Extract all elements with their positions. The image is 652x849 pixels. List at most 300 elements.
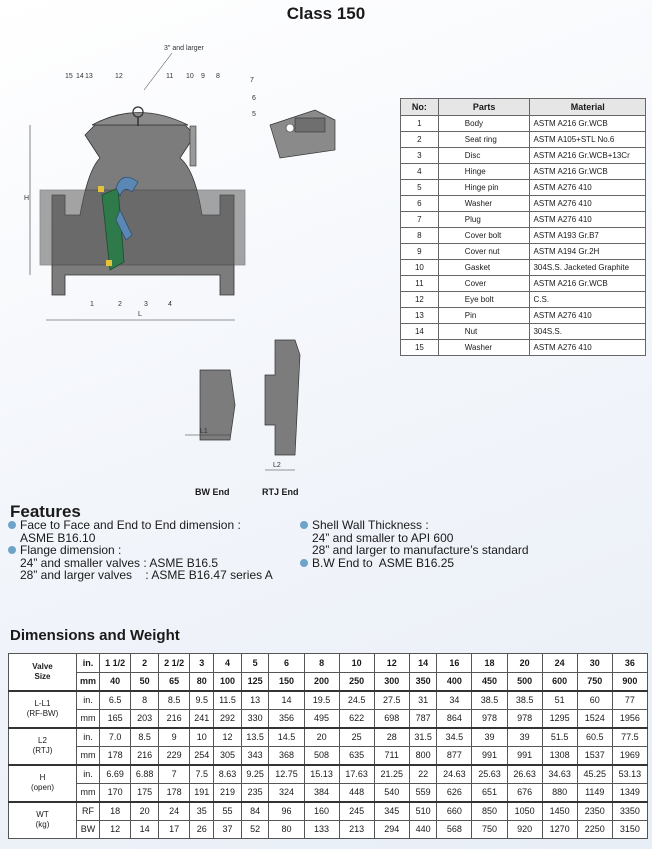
valve-section-drawing [20, 30, 270, 330]
dimension-value: 635 [339, 746, 374, 765]
part-material: ASTM A276 410 [530, 196, 646, 212]
parts-row [401, 340, 646, 356]
part-name: Disc [438, 148, 530, 164]
dimension-value: 510 [409, 802, 437, 821]
dimension-value: 12.75 [269, 765, 304, 784]
dimension-value: 24.5 [339, 691, 374, 710]
part-name: Washer [438, 196, 530, 212]
part-name: Cover nut [438, 244, 530, 260]
size-mm: 750 [577, 672, 612, 691]
dimension-value: 540 [374, 783, 409, 802]
features-heading: Features [10, 502, 81, 521]
part-number: 8 [401, 228, 439, 244]
part-number: 13 [401, 308, 439, 324]
dimension-value: 39 [507, 728, 542, 747]
size-inch: 3 [190, 654, 214, 673]
dimension-value: 216 [158, 709, 189, 728]
bullet-icon [300, 559, 308, 567]
dimension-row [9, 691, 648, 710]
dimension-value: 9 [158, 728, 189, 747]
dimension-value: 203 [131, 709, 159, 728]
size-inch: 2 [131, 654, 159, 673]
size-mm: 900 [612, 672, 647, 691]
part-material: ASTM A216 Gr.WCB [530, 164, 646, 180]
size-mm: 500 [507, 672, 542, 691]
unit-label: mm [77, 709, 100, 728]
features-right [300, 519, 600, 569]
dimension-value: 35 [190, 802, 214, 821]
callout-number: 2 [118, 301, 122, 308]
dimension-value: 17 [158, 820, 189, 839]
dimension-row [9, 802, 648, 821]
dimension-value: 676 [507, 783, 542, 802]
dimension-value: 241 [190, 709, 214, 728]
part-number: 9 [401, 244, 439, 260]
parts-header-no: No: [401, 99, 439, 116]
dimension-value: 864 [437, 709, 472, 728]
part-number: 2 [401, 132, 439, 148]
dimension-value: 508 [304, 746, 339, 765]
part-material: ASTM A276 410 [530, 308, 646, 324]
dimension-value: 330 [241, 709, 269, 728]
dimension-value: 235 [241, 783, 269, 802]
dimension-value: 800 [409, 746, 437, 765]
dimension-value: 6.69 [100, 765, 131, 784]
dimension-value: 229 [158, 746, 189, 765]
dimension-value: 22 [409, 765, 437, 784]
dimension-value: 28 [374, 728, 409, 747]
part-material: ASTM A193 Gr.B7 [530, 228, 646, 244]
dimension-value: 978 [507, 709, 542, 728]
dimension-value: 9.25 [241, 765, 269, 784]
part-name: Nut [438, 324, 530, 340]
size-inch: 16 [437, 654, 472, 673]
dimension-value: 9.5 [190, 691, 214, 710]
callout-number: 8 [216, 73, 220, 80]
part-material: ASTM A216 Gr.WCB [530, 116, 646, 132]
unit-label: in. [77, 654, 100, 673]
dimension-row [9, 820, 648, 839]
dimension-value: 27.5 [374, 691, 409, 710]
dimension-value: 14 [269, 691, 304, 710]
dimension-value: 978 [472, 709, 507, 728]
feature-item [8, 544, 298, 582]
callout-number: 1 [90, 301, 94, 308]
part-material: ASTM A194 Gr.2H [530, 244, 646, 260]
part-name: Seat ring [438, 132, 530, 148]
dimension-row [9, 783, 648, 802]
part-name: Hinge [438, 164, 530, 180]
parts-row [401, 116, 646, 132]
size-inch: 30 [577, 654, 612, 673]
dimension-value: 368 [269, 746, 304, 765]
callouts-detail [250, 77, 256, 118]
dimension-value: 53.13 [612, 765, 647, 784]
callout-number: 3 [144, 301, 148, 308]
dimension-value: 37 [214, 820, 242, 839]
part-material: 304S.S. [530, 324, 646, 340]
callout-number: 7 [250, 77, 254, 84]
dimension-value: 24 [158, 802, 189, 821]
callouts-top [65, 73, 220, 80]
dimension-value: 1956 [612, 709, 647, 728]
dimension-value: 7 [158, 765, 189, 784]
part-name: Gasket [438, 260, 530, 276]
size-mm: 300 [374, 672, 409, 691]
dimension-value: 343 [241, 746, 269, 765]
parts-row [401, 292, 646, 308]
feature-text: 24” and smaller valves : ASME B16.5 [20, 555, 219, 570]
dimension-value: 77 [612, 691, 647, 710]
bullet-icon [8, 521, 16, 529]
dimension-value: 6.5 [100, 691, 131, 710]
dimension-row [9, 765, 648, 784]
size-inch: 18 [472, 654, 507, 673]
dimension-value: 191 [190, 783, 214, 802]
dimension-value: 1969 [612, 746, 647, 765]
dimension-value: 12 [100, 820, 131, 839]
feature-item [8, 519, 298, 544]
dimension-value: 60.5 [577, 728, 612, 747]
dimension-value: 25 [339, 728, 374, 747]
part-name: Cover [438, 276, 530, 292]
feature-item [300, 519, 600, 557]
callout-number: 13 [85, 73, 93, 80]
size-mm: 40 [100, 672, 131, 691]
part-name: Pin [438, 308, 530, 324]
dimension-value: 170 [100, 783, 131, 802]
unit-label: mm [77, 672, 100, 691]
part-material: ASTM A216 Gr.WCB [530, 276, 646, 292]
dim-l-label: L [138, 311, 142, 318]
dimension-value: 880 [542, 783, 577, 802]
dimension-value: 24.63 [437, 765, 472, 784]
feature-text: Flange dimension : [20, 543, 122, 557]
parts-table [400, 98, 646, 356]
dimension-value: 34.5 [437, 728, 472, 747]
size-mm: 250 [339, 672, 374, 691]
feature-text: 28” and larger valves : ASME B16.47 series A [20, 568, 273, 582]
size-mm: 200 [304, 672, 339, 691]
dimension-value: 178 [100, 746, 131, 765]
page-title: Class 150 [286, 4, 366, 23]
features-left [8, 519, 298, 582]
dimension-value: 77.5 [612, 728, 647, 747]
feature-text: Shell Wall Thickness : [312, 518, 429, 532]
dimension-value: 15.13 [304, 765, 339, 784]
dimension-value: 8.5 [158, 691, 189, 710]
part-number: 14 [401, 324, 439, 340]
parts-row [401, 276, 646, 292]
dimension-value: 245 [339, 802, 374, 821]
dimension-value: 55 [214, 802, 242, 821]
dimension-value: 45.25 [577, 765, 612, 784]
dimension-value: 96 [269, 802, 304, 821]
dimension-label: WT (kg) [9, 802, 77, 839]
size-mm: 50 [131, 672, 159, 691]
dimension-value: 175 [131, 783, 159, 802]
part-material: ASTM A276 410 [530, 180, 646, 196]
feature-text: 28” and larger to manufacture’s standard [312, 543, 529, 557]
size-mm-row [9, 672, 648, 691]
size-mm: 600 [542, 672, 577, 691]
dimension-value: 10 [190, 728, 214, 747]
part-number: 5 [401, 180, 439, 196]
part-number: 3 [401, 148, 439, 164]
dimension-value: 26 [190, 820, 214, 839]
dimension-value: 356 [269, 709, 304, 728]
parts-row [401, 196, 646, 212]
dimension-value: 18 [100, 802, 131, 821]
dimension-value: 1050 [507, 802, 542, 821]
dimensions-table [8, 653, 648, 839]
rtj-end-drawing [255, 335, 310, 480]
unit-label: in. [77, 691, 100, 710]
part-number: 1 [401, 116, 439, 132]
dimension-value: 51.5 [542, 728, 577, 747]
dimension-value: 1270 [542, 820, 577, 839]
dimension-value: 160 [304, 802, 339, 821]
part-name: Cover bolt [438, 228, 530, 244]
dimension-value: 651 [472, 783, 507, 802]
parts-row [401, 228, 646, 244]
dimension-value: 80 [269, 820, 304, 839]
dimension-value: 324 [269, 783, 304, 802]
dimension-value: 133 [304, 820, 339, 839]
dimension-value: 1308 [542, 746, 577, 765]
dimension-value: 254 [190, 746, 214, 765]
size-inch: 6 [269, 654, 304, 673]
parts-row [401, 148, 646, 164]
dimension-value: 626 [437, 783, 472, 802]
parts-header-material: Material [530, 99, 646, 116]
size-inch: 5 [241, 654, 269, 673]
part-material: ASTM A276 410 [530, 212, 646, 228]
dimension-value: 559 [409, 783, 437, 802]
callout-number: 10 [186, 73, 194, 80]
parts-row [401, 244, 646, 260]
dimension-value: 991 [507, 746, 542, 765]
size-mm: 125 [241, 672, 269, 691]
dimension-value: 3150 [612, 820, 647, 839]
size-mm: 100 [214, 672, 242, 691]
part-number: 7 [401, 212, 439, 228]
size-inch: 1 1/2 [100, 654, 131, 673]
dimension-row [9, 709, 648, 728]
size-inch: 8 [304, 654, 339, 673]
dimension-value: 991 [472, 746, 507, 765]
dimension-value: 1295 [542, 709, 577, 728]
dimension-value: 38.5 [507, 691, 542, 710]
callout-number: 4 [168, 301, 172, 308]
dimension-value: 698 [374, 709, 409, 728]
dimension-value: 2250 [577, 820, 612, 839]
part-number: 6 [401, 196, 439, 212]
size-mm: 400 [437, 672, 472, 691]
dimension-value: 34.63 [542, 765, 577, 784]
dimension-value: 219 [214, 783, 242, 802]
dimension-value: 1450 [542, 802, 577, 821]
unit-label: BW [77, 820, 100, 839]
feature-text: B.W End to ASME B16.25 [312, 555, 455, 570]
dimension-value: 568 [437, 820, 472, 839]
dimension-value: 750 [472, 820, 507, 839]
dimension-value: 711 [374, 746, 409, 765]
dimension-value: 14.5 [269, 728, 304, 747]
dimension-value: 787 [409, 709, 437, 728]
parts-header-parts: Parts [438, 99, 530, 116]
dimension-value: 660 [437, 802, 472, 821]
dimension-value: 216 [131, 746, 159, 765]
size-mm: 450 [472, 672, 507, 691]
dimension-value: 19.5 [304, 691, 339, 710]
part-number: 10 [401, 260, 439, 276]
dim-l1-label: L1 [200, 428, 208, 435]
dimension-value: 25.63 [472, 765, 507, 784]
dimension-value: 384 [304, 783, 339, 802]
dimension-value: 448 [339, 783, 374, 802]
dimension-value: 440 [409, 820, 437, 839]
dimension-value: 178 [158, 783, 189, 802]
dimension-value: 34 [437, 691, 472, 710]
feature-text: Face to Face and End to End dimension : [20, 518, 241, 532]
dimension-label: L2 (RTJ) [9, 728, 77, 765]
dimension-value: 12 [214, 728, 242, 747]
rtj-end-label: RTJ End [262, 487, 299, 497]
part-number: 4 [401, 164, 439, 180]
size-inch: 12 [374, 654, 409, 673]
callout-number: 9 [201, 73, 205, 80]
dimension-label: L-L1 (RF-BW) [9, 691, 77, 728]
size-label: Valve Size [9, 654, 77, 691]
dimension-value: 2350 [577, 802, 612, 821]
dimension-value: 26.63 [507, 765, 542, 784]
part-material: C.S. [530, 292, 646, 308]
dimension-value: 1537 [577, 746, 612, 765]
part-name: Body [438, 116, 530, 132]
size-mm: 65 [158, 672, 189, 691]
dimension-value: 294 [374, 820, 409, 839]
dimension-value: 11.5 [214, 691, 242, 710]
dimension-value: 3350 [612, 802, 647, 821]
dimension-value: 7.5 [190, 765, 214, 784]
callouts-bottom [90, 301, 172, 308]
size-mm: 350 [409, 672, 437, 691]
dimension-row [9, 746, 648, 765]
unit-label: in. [77, 728, 100, 747]
unit-label: mm [77, 746, 100, 765]
size-inch: 36 [612, 654, 647, 673]
drawing-note: 3" and larger [164, 45, 204, 52]
bullet-icon [300, 521, 308, 529]
dimension-value: 877 [437, 746, 472, 765]
callout-number: 15 [65, 73, 73, 80]
size-inch: 24 [542, 654, 577, 673]
part-number: 12 [401, 292, 439, 308]
dimension-value: 8.5 [131, 728, 159, 747]
unit-label: in. [77, 765, 100, 784]
parts-row [401, 164, 646, 180]
dimension-value: 6.88 [131, 765, 159, 784]
dimension-value: 345 [374, 802, 409, 821]
dimension-value: 8 [131, 691, 159, 710]
bullet-icon [8, 546, 16, 554]
parts-row [401, 308, 646, 324]
callout-number: 12 [115, 73, 123, 80]
dimension-value: 8.63 [214, 765, 242, 784]
dimension-value: 20 [304, 728, 339, 747]
bw-end-label: BW End [195, 487, 230, 497]
unit-label: RF [77, 802, 100, 821]
dimension-value: 13.5 [241, 728, 269, 747]
part-material: ASTM A276 410 [530, 340, 646, 356]
part-name: Eye bolt [438, 292, 530, 308]
size-inch: 14 [409, 654, 437, 673]
dimension-value: 1149 [577, 783, 612, 802]
parts-row [401, 132, 646, 148]
size-inch: 10 [339, 654, 374, 673]
dimension-row [9, 728, 648, 747]
dimension-value: 39 [472, 728, 507, 747]
dimension-value: 165 [100, 709, 131, 728]
part-name: Washer [438, 340, 530, 356]
bw-end-drawing [180, 365, 255, 465]
part-name: Hinge pin [438, 180, 530, 196]
size-inch: 20 [507, 654, 542, 673]
dimension-value: 495 [304, 709, 339, 728]
callout-number: 6 [252, 95, 256, 102]
parts-row [401, 324, 646, 340]
dimension-value: 7.0 [100, 728, 131, 747]
dimensions-heading: Dimensions and Weight [10, 627, 180, 644]
unit-label: mm [77, 783, 100, 802]
part-material: ASTM A216 Gr.WCB+13Cr [530, 148, 646, 164]
dimension-value: 305 [214, 746, 242, 765]
dim-l2-label: L2 [273, 462, 281, 469]
parts-row [401, 260, 646, 276]
callout-number: 11 [166, 73, 174, 80]
hinge-pin-detail-drawing [240, 70, 350, 170]
callout-number: 14 [76, 73, 84, 80]
dimension-value: 622 [339, 709, 374, 728]
size-mm: 150 [269, 672, 304, 691]
dimension-value: 21.25 [374, 765, 409, 784]
dimension-value: 213 [339, 820, 374, 839]
parts-row [401, 212, 646, 228]
dimension-value: 60 [577, 691, 612, 710]
size-inch-row [9, 654, 648, 673]
dimension-value: 20 [131, 802, 159, 821]
dimension-value: 31.5 [409, 728, 437, 747]
size-inch: 2 1/2 [158, 654, 189, 673]
feature-item [300, 557, 600, 570]
part-material: ASTM A105+STL No.6 [530, 132, 646, 148]
dimension-value: 51 [542, 691, 577, 710]
dimension-value: 17.63 [339, 765, 374, 784]
dimension-value: 1349 [612, 783, 647, 802]
dimension-value: 52 [241, 820, 269, 839]
part-name: Plug [438, 212, 530, 228]
part-number: 15 [401, 340, 439, 356]
parts-row [401, 180, 646, 196]
dimension-value: 31 [409, 691, 437, 710]
dimension-value: 84 [241, 802, 269, 821]
dimension-value: 292 [214, 709, 242, 728]
dimension-label: H (open) [9, 765, 77, 802]
feature-text: ASME B16.10 [20, 530, 96, 545]
feature-text: 24” and smaller to API 600 [312, 530, 454, 545]
dimension-value: 38.5 [472, 691, 507, 710]
